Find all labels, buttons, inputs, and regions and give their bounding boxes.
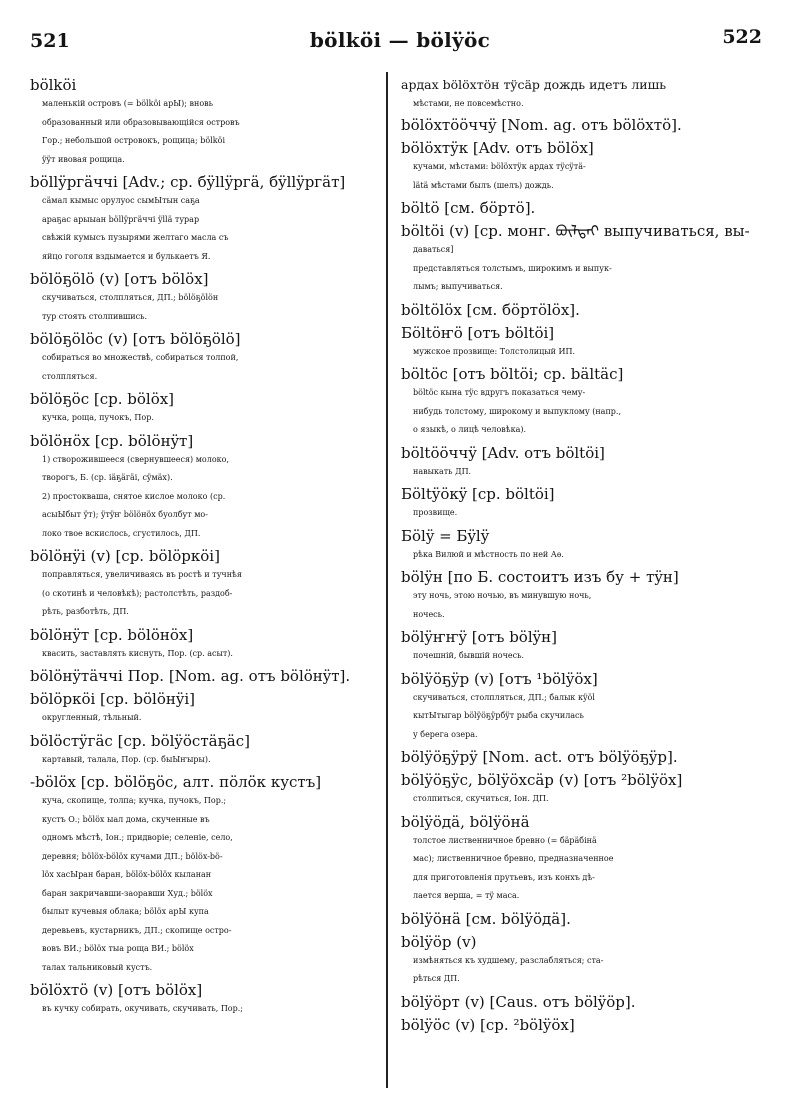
entry-definition-line: столпляться. (42, 371, 98, 381)
entry-definition-line: навыкать ДП. (413, 466, 472, 476)
entry-headword: bölöҕölö (v) [отъ bölöx] (30, 270, 209, 288)
dictionary-entry (30, 981, 382, 1019)
entry-definition-line: ночесь. (413, 609, 445, 619)
entry-definition-line: вовъ ВИ.; bölöx тыа роща ВИ.; bölöx (42, 944, 194, 953)
entry-headword: bölÿöнä [см. bölÿöдä]. (401, 909, 571, 928)
entry-definition-line: кытЫтыгар bölÿöҕÿрбÿт рыба скучилась (413, 711, 584, 720)
dictionary-entry (401, 139, 753, 195)
dictionary-entry (401, 813, 753, 906)
entry-definition-line: картавый, талала, Пор. (cp. быЫҥыры). (42, 754, 211, 764)
entry-definition-line: одномъ мѣстѣ, Іон.; придворіе; селеніе, село, (42, 833, 233, 842)
entry-definition-line: деревня; bölöx-bölöx кучами ДП.; bölöx-bö- (42, 851, 223, 861)
entry-definition-line: ÿÿт ивовая рощица. (42, 154, 125, 164)
dictionary-entry (401, 910, 753, 929)
entry-definition-line: измѣняться къ худшему, разслабляться; ста- (413, 955, 604, 965)
continuation-line: ардах bölöхтöн тÿсäр дождь идетъ лишь (401, 77, 667, 92)
entry-headword: böltööччÿ [Adv. отъ böltöi] (401, 443, 605, 462)
entry-definition-line: кучами, мѣстами: bölöхтÿк ардах тÿсÿтä- (413, 162, 586, 171)
dictionary-entry (30, 667, 382, 686)
entry-definition-line: для приготовленія прутьевъ, изъ конхъ дѣ- (413, 872, 595, 882)
dictionary-entry (30, 270, 382, 326)
entry-definition-line: 1) створожившееся (свернувшееся) молоко, (42, 454, 229, 464)
entry-definition-line: прозвище. (413, 508, 458, 517)
entry-definition-line: о языкѣ, о лицѣ человѣка). (413, 425, 527, 434)
entry-headword: bölöхтÿк [Adv. отъ bölöx] (401, 139, 594, 157)
entry-headword: bölöcтÿгäc [cp. bölÿöcтäҕäc] (30, 731, 250, 750)
dictionary-entry (401, 199, 753, 218)
entry-headword: bölÿҥҥÿ [отъ bölÿн] (401, 628, 557, 646)
entry-headword: bölöҕöc [cp. bölöx] (30, 390, 175, 408)
entry-headword: bölöнöх [cp. bölöнÿт] (30, 431, 194, 450)
entry-definition-line: толстое лиственничное бревно (= бäрäбiнä (413, 835, 597, 845)
entry-definition-line: lätä мѣстами былъ (шелъ) дождь. (413, 180, 554, 190)
entry-definition-line: сäмал кымыс орулуос сымЫтын саҕа (42, 196, 200, 205)
entry-headword: böllÿргäччi [Adv.; cp. бÿllÿргä, бÿllÿргäт] (30, 173, 346, 191)
dictionary-entry (401, 444, 753, 482)
dictionary-entry (401, 568, 753, 624)
entry-headword: bölÿöҕÿр (v) [отъ ¹bölÿöx] (401, 669, 598, 688)
entry-definition-line: локо твое вскислось, сгустилось, ДП. (42, 528, 201, 538)
entry-definition-line: округленный, тѣльный. (42, 713, 142, 722)
entry-headword: bölöхтööччÿ [Nom. ag. отъ bölöхтö]. (401, 116, 682, 134)
entry-definition-line: кучка, роща, пучокъ, Пор. (42, 413, 154, 422)
dictionary-entry (401, 993, 753, 1012)
entry-definition-line: яйцо гоголя вздымается и булькаетъ Я. (42, 251, 211, 261)
entry-definition-line: рѣка Вилюй и мѣстность по ней Аѳ. (413, 549, 564, 559)
right-entries (401, 116, 753, 1035)
dictionary-entry (401, 485, 753, 523)
entry-headword: böltölöx [см. бöртölöx]. (401, 300, 580, 319)
entry-headword: bölöнÿт [cp. bölöнöх] (30, 625, 194, 644)
entry-definition-line: былыт кучевыя облака; bölöx арЫ купа (42, 907, 209, 916)
entry-headword: -bölöx [cp. bölöҕöc, алт. пöлöк кустъ] (30, 773, 322, 791)
running-header (0, 22, 800, 56)
entry-headword: Бölÿ = Бÿlÿ (401, 526, 490, 545)
entry-headword: bölöҕölöc (v) [отъ bölöҕölö] (30, 330, 241, 348)
entry-definition-line: рѣть, разботѣть, ДП. (42, 607, 129, 616)
entry-headword: bölöхтö (v) [отъ bölöx] (30, 981, 203, 999)
dictionary-entry (30, 330, 382, 386)
entry-definition-line: 2) простокваша, снятое кислое молоко (cp. (42, 491, 226, 501)
dictionary-entry (401, 1016, 753, 1035)
entry-headword: böltöi (v) [cp. монг. ᠪᠦᠯᠲᠡᠢ выпучиваться, вы- (401, 222, 750, 240)
dictionary-entry (30, 390, 382, 428)
page-number-left: 521 (30, 30, 70, 52)
entry-headword: bölÿöрт (v) [Caus. отъ bölÿöр]. (401, 992, 636, 1011)
entry-definition-line: представляться толстымъ, широкимъ и выпук- (413, 263, 612, 273)
entry-definition-line: деревьевъ, кустарникъ, ДП.; скопище остро- (42, 925, 232, 935)
dictionary-entry (401, 527, 753, 565)
entry-definition-line: творогъ, Б. (cp. iäҕäгäi, cÿмäх). (42, 473, 173, 482)
dictionary-entry (401, 301, 753, 320)
entry-definition-line: (о скотинѣ и человѣкѣ); растолстѣть, раздоб- (42, 588, 233, 598)
dictionary-entry (401, 670, 753, 745)
entry-headword: bölÿöҕÿрÿ [Nom. act. отъ bölÿöҕÿр]. (401, 748, 678, 766)
entry-definition-line: въ кучку собирать, окучивать, скучивать, Пор.; (42, 1004, 243, 1013)
entry-definition-line: баран закричавши-заоравши Худ.; bölöx (42, 888, 213, 898)
entry-definition-line: свѣжій кумысъ пузырями желтаго масла съ (42, 233, 229, 242)
entry-definition-line: собираться во множествѣ, собираться толпой, (42, 353, 239, 362)
entry-headword: Бöltÿöкÿ [cp. böltöi] (401, 485, 555, 503)
entry-definition-line: мас); лиственничное бревно, предназначенное (413, 854, 614, 863)
dictionary-entry (401, 771, 753, 809)
dictionary-entry (30, 690, 382, 728)
dictionary-entry (30, 732, 382, 770)
left-column (30, 76, 382, 1094)
entry-definition-line: столпиться, скучиться, Іон. ДП. (413, 794, 549, 803)
entry-headword: bölÿн [по Б. состоитъ изъ бу + тÿн] (401, 568, 679, 586)
dictionary-entry (401, 748, 753, 767)
entry-definition-line: асыЫбыт ÿт); ÿтÿҥ bölöнöх буолбут мо- (42, 510, 208, 519)
dictionary-entry (401, 933, 753, 989)
entry-definition-line: эту ночь, этою ночью, въ минувшую ночь, (413, 591, 592, 600)
entry-definition-line: тур стоять столпившись. (42, 311, 148, 321)
entry-headword: bölöнÿi (v) [cp. bölöркöi] (30, 547, 220, 565)
entry-headword: bölköi (30, 76, 77, 94)
entry-headword: Бöltöҥö [отъ böltöi] (401, 323, 555, 342)
entry-definition-line: скучиваться, столпляться, ДП.; bölöҕölöн (42, 293, 219, 302)
entry-definition-line: почешній, бывшій ночесь. (413, 651, 525, 660)
continuation-text (401, 76, 753, 113)
entry-definition-line: поправляться, увеличиваясь въ ростѣ и тучнѣя (42, 570, 242, 579)
entry-definition-line: куча, скопище, толпа; кучка, пучокъ, Пор.; (42, 796, 227, 805)
entry-definition-line: квасить, заставлять киснуть, Пор. (cp. асыт). (42, 648, 233, 658)
dictionary-entry (30, 76, 382, 169)
entry-definition-line: лымъ; выпучиваться. (413, 282, 503, 291)
dictionary-entry (401, 628, 753, 666)
dictionary-entry (30, 547, 382, 622)
entry-headword: bölÿöҕÿс, bölÿöхсäр (v) [отъ ²bölÿöx] (401, 771, 683, 789)
dictionary-entry (30, 432, 382, 544)
entry-definition-line: böltöc кына тÿc вдругъ показаться чему- (413, 388, 586, 397)
entry-definition-line: löx хасЫран баран, bölöx-bölöx кыланан (42, 870, 212, 879)
entry-definition-line: араҕас арыыан böllÿргäччi ÿllä турар (42, 214, 200, 224)
dictionary-entry (401, 116, 753, 135)
running-title: bölköi — bölÿöc (309, 28, 491, 52)
entry-definition-line: маленькій островъ (= bölköi арЫ); вновь (42, 99, 213, 108)
dictionary-entry (30, 773, 382, 977)
entry-definition-line: у берега озера. (413, 729, 478, 739)
entry-headword: bölÿöc (v) [cp. ²bölÿöx] (401, 1015, 575, 1034)
entry-headword: böltöc [отъ böltöi; cp. bältäc] (401, 365, 624, 383)
continuation-line: мѣстами, не повсемѣстно. (413, 98, 524, 108)
entry-definition-line: даваться] (413, 245, 454, 254)
dictionary-entry (401, 222, 753, 297)
dictionary-entry (30, 173, 382, 266)
page-number-right: 522 (722, 26, 762, 48)
entry-definition-line: мужское прозвище: Толстолицый ИП. (413, 346, 575, 356)
entry-definition-line: рѣться ДП. (413, 974, 460, 983)
entry-headword: bölÿöдä, bölÿöнä (401, 812, 530, 831)
entry-headword: bölöркöi [cp. bölöнÿi] (30, 690, 196, 708)
dictionary-entry (401, 365, 753, 440)
entry-definition-line: Гор.; небольшой островокъ, рощица; bölköi (42, 136, 226, 145)
dictionary-entry (30, 626, 382, 664)
right-column (401, 76, 753, 1094)
entry-headword: bölöнÿтäччi Пор. [Nom. ag. отъ bölöнÿт]. (30, 667, 351, 685)
entry-definition-line: талах тальниковый кустъ. (42, 962, 153, 972)
entry-definition-line: кустъ О.; bölöx ыал дома, скученные въ (42, 814, 210, 824)
entry-headword: böltö [см. бöртö]. (401, 199, 536, 217)
entry-headword: bölÿöр (v) (401, 932, 477, 951)
dictionary-entry (401, 324, 753, 362)
entry-definition-line: нибудь толстому, широкому и выпуклому (напр., (413, 406, 621, 416)
entry-definition-line: скучиваться, столпляться, ДП.; балык кÿöl (413, 692, 595, 702)
entry-definition-line: образованный или образовывающійся островъ (42, 117, 240, 127)
entry-definition-line: лается верша, = тÿ маса. (413, 891, 520, 900)
column-divider (386, 72, 388, 1088)
